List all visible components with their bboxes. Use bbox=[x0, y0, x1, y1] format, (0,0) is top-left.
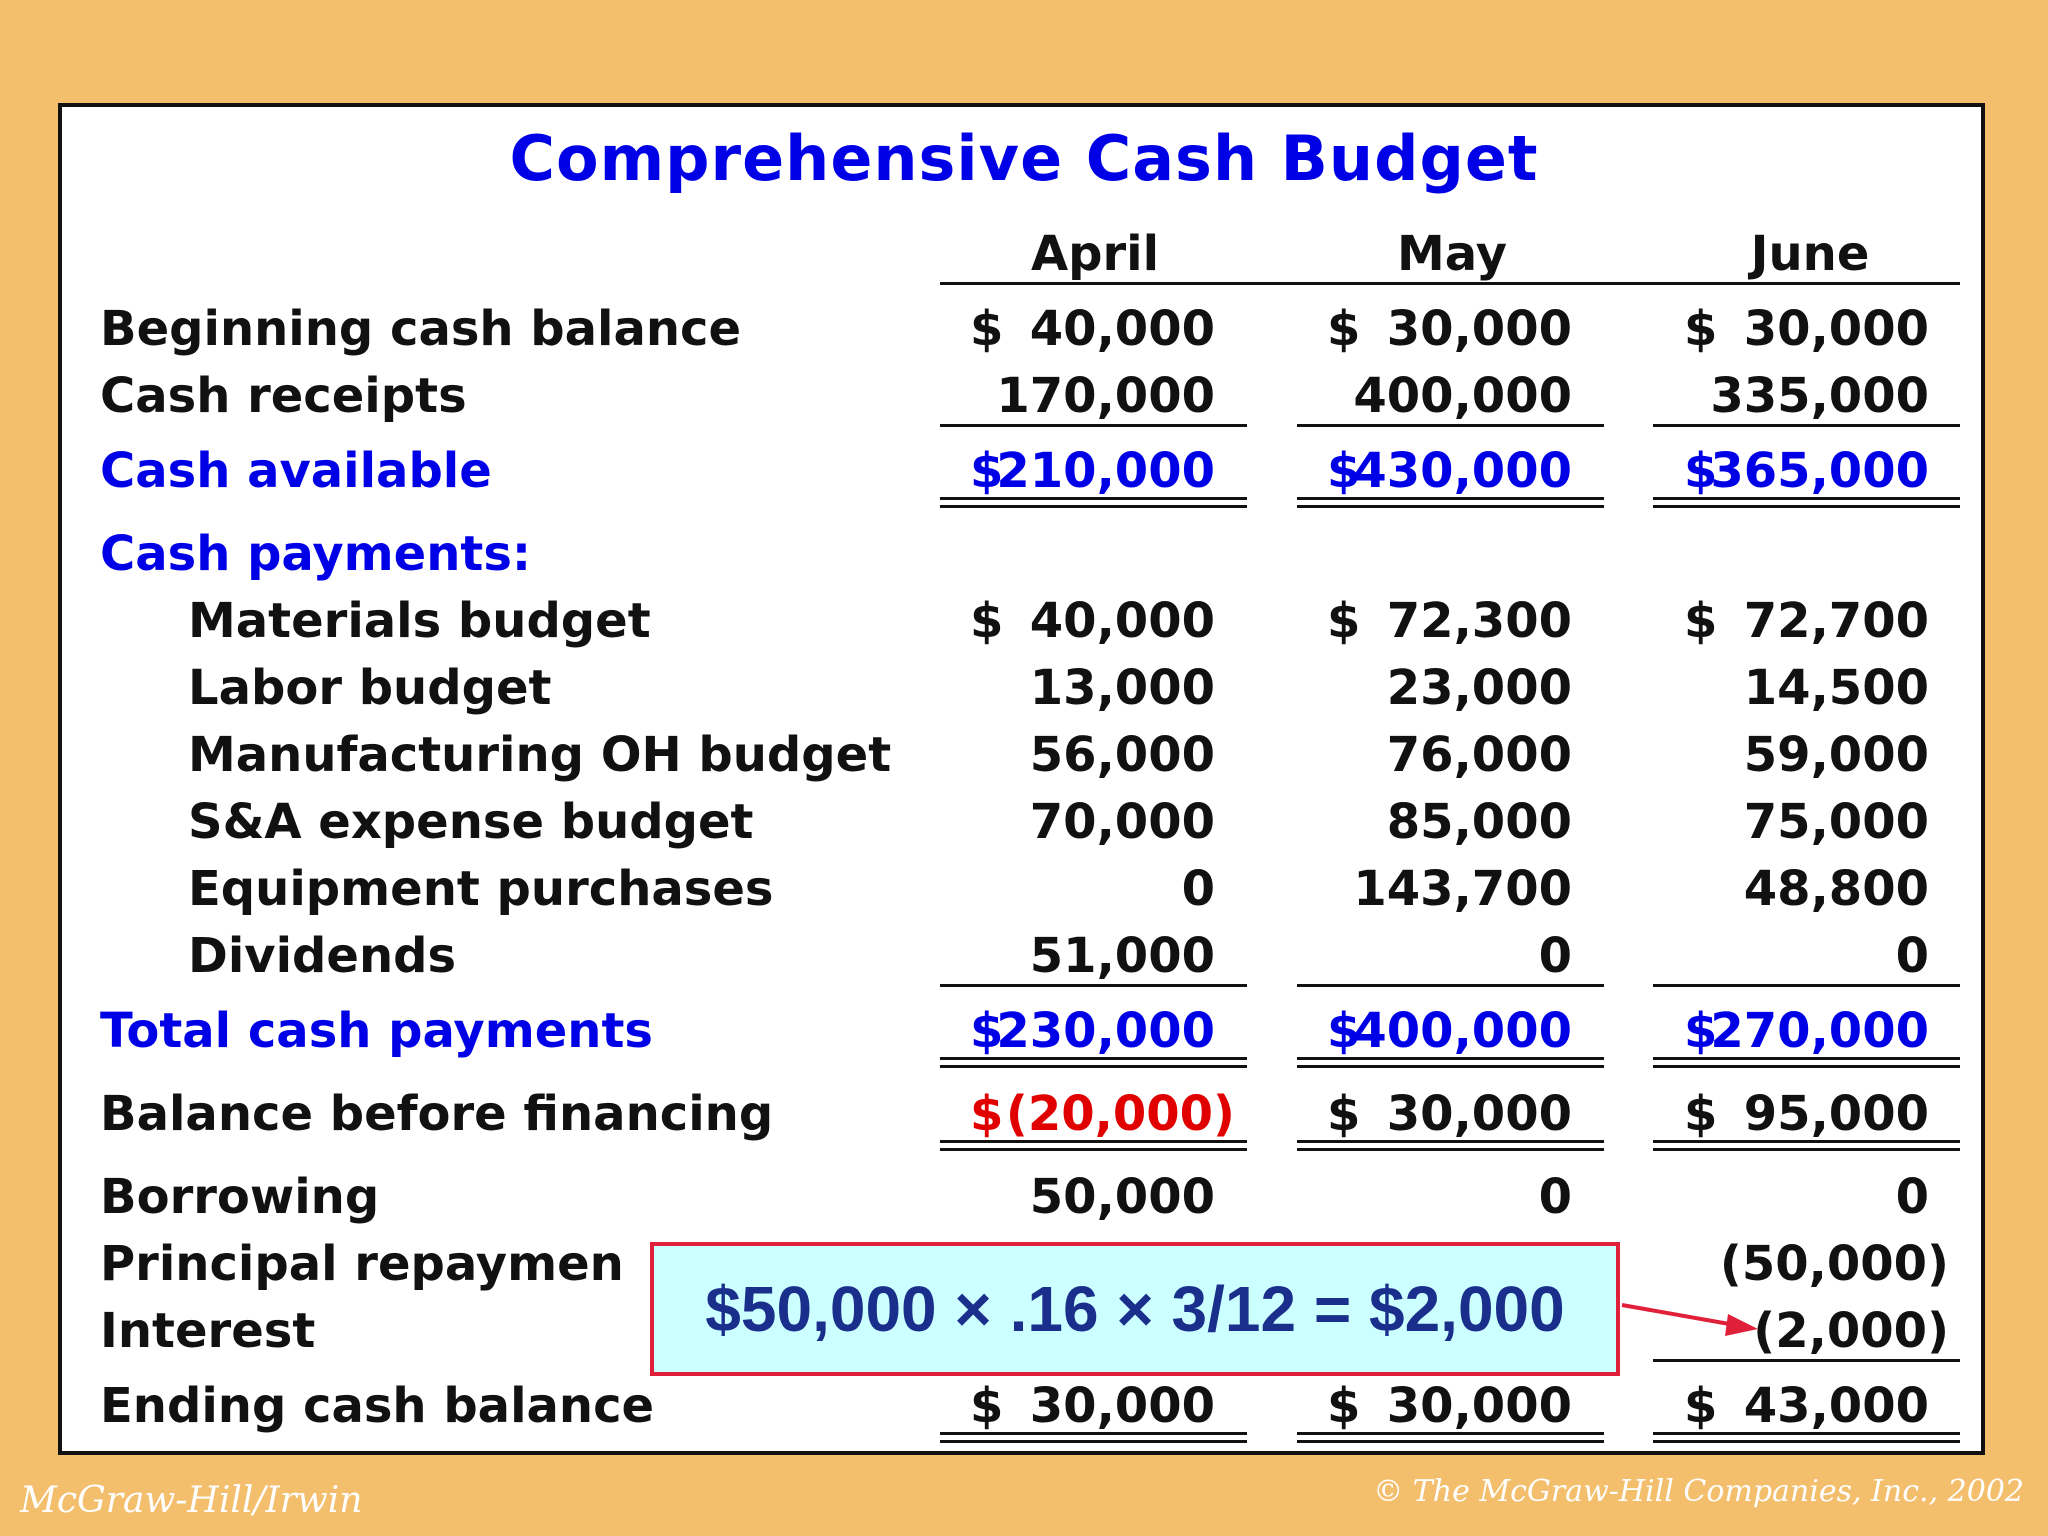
row-label-receipts: Cash receipts bbox=[100, 368, 467, 424]
page-title: Comprehensive Cash Budget bbox=[509, 122, 1539, 195]
row-label-moh: Manufacturing OH budget bbox=[188, 727, 892, 783]
copyright-notice: © The McGraw-Hill Companies, Inc., 2002 bbox=[1373, 1474, 2024, 1509]
row-label-equipment: Equipment purchases bbox=[188, 861, 774, 917]
row-label-beginning: Beginning cash balance bbox=[100, 301, 742, 357]
publisher-credit: McGraw-Hill/Irwin bbox=[20, 1480, 363, 1521]
column-header-june: June bbox=[1750, 226, 1870, 282]
row-label-materials: Materials budget bbox=[188, 593, 651, 649]
row-label-available: Cash available bbox=[100, 443, 492, 499]
row-label-interest: Interest bbox=[100, 1303, 316, 1359]
row-label-before-financing: Balance before financing bbox=[100, 1086, 774, 1142]
row-label-total-payments: Total cash payments bbox=[100, 1003, 653, 1059]
row-label-principal: Principal repaymen bbox=[100, 1236, 624, 1292]
column-header-may: May bbox=[1397, 226, 1507, 282]
row-label-sa: S&A expense budget bbox=[188, 794, 754, 850]
column-header-april: April bbox=[1030, 226, 1160, 282]
row-label-ending: Ending cash balance bbox=[100, 1378, 655, 1434]
row-label-labor: Labor budget bbox=[188, 660, 552, 716]
row-label-dividends: Dividends bbox=[188, 928, 457, 984]
section-label-payments: Cash payments: bbox=[100, 526, 532, 582]
row-label-borrowing: Borrowing bbox=[100, 1169, 380, 1225]
interest-calculation-callout: $50,000 × .16 × 3/12 = $2,000 bbox=[650, 1242, 1620, 1376]
